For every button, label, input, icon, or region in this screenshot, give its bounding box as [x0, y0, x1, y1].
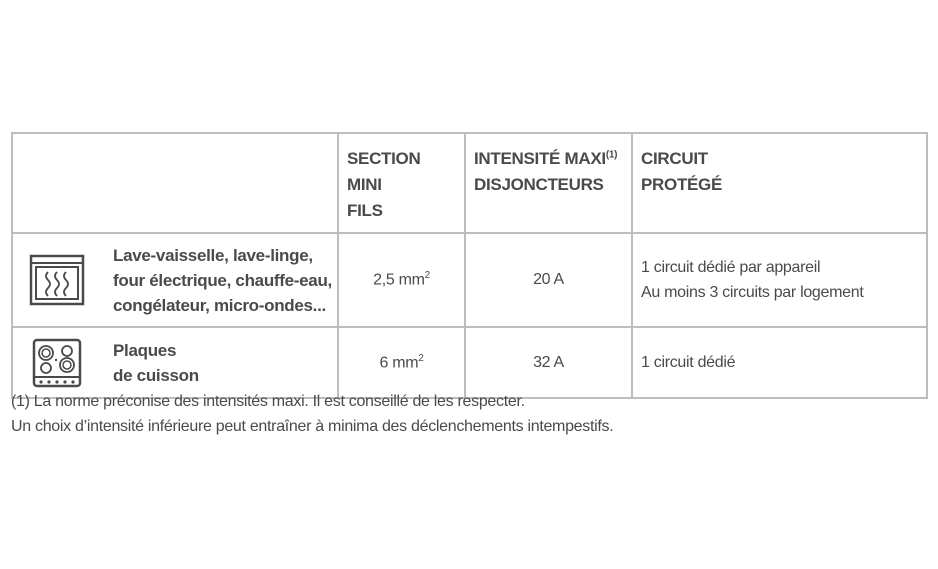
section-value: 2,5 mm — [373, 271, 425, 289]
header-intensite — [465, 133, 632, 233]
section-value-cell — [338, 233, 465, 327]
appliance-cell — [12, 327, 338, 398]
header-intensite-line1: INTENSITÉ MAXI — [474, 149, 606, 168]
section-unit-exponent: 2 — [424, 270, 430, 282]
header-circuit-line2: PROTÉGÉ — [641, 175, 723, 194]
circuit-line: 1 circuit dédié par appareil — [641, 259, 821, 276]
header-intensite-footnote-ref: (1) — [605, 149, 618, 161]
circuit-line: Au moins 3 circuits par logement — [641, 284, 864, 301]
footnote — [11, 389, 613, 439]
header-empty-cell — [12, 133, 338, 233]
header-section-line2: FILS — [347, 201, 383, 220]
section-value: 6 mm — [379, 354, 419, 372]
circuit-table — [11, 132, 928, 399]
intensite-value-cell — [465, 233, 632, 327]
table-row — [12, 233, 927, 327]
table-header-row — [12, 133, 927, 233]
section-unit-exponent: 2 — [418, 352, 424, 364]
installation-table — [11, 132, 926, 399]
oven-icon — [29, 253, 85, 307]
intensite-value: 32 A — [533, 353, 564, 371]
header-circuit-line1: CIRCUIT — [641, 149, 708, 168]
circuit-line: 1 circuit dédié — [641, 354, 736, 371]
appliance-cell — [12, 233, 338, 327]
footnote-line: Un choix d’intensité inférieure peut entraîner à minima des déclenchements intempestifs. — [11, 418, 614, 435]
intensite-value: 20 A — [533, 271, 564, 288]
intensite-value-cell — [465, 327, 632, 398]
circuit-value-cell — [632, 233, 927, 327]
header-section — [338, 133, 465, 233]
cooktop-icon — [29, 336, 85, 390]
appliance-label: Plaques de cuisson — [113, 340, 199, 385]
header-intensite-line2: DISJONCTEURS — [474, 175, 604, 194]
circuit-value-cell — [632, 327, 927, 398]
footnote-line: (1) La norme préconise des intensités maxi. Il est conseillé de les respecter. — [11, 393, 525, 410]
appliance-label: Lave-vaisselle, lave-linge, four électrique, chauffe-eau, congélateur, micro-ondes... — [113, 245, 332, 315]
header-circuit — [632, 133, 927, 233]
table-row — [12, 327, 927, 398]
section-value-cell — [338, 327, 465, 398]
header-section-line1: SECTION MINI — [347, 149, 421, 194]
